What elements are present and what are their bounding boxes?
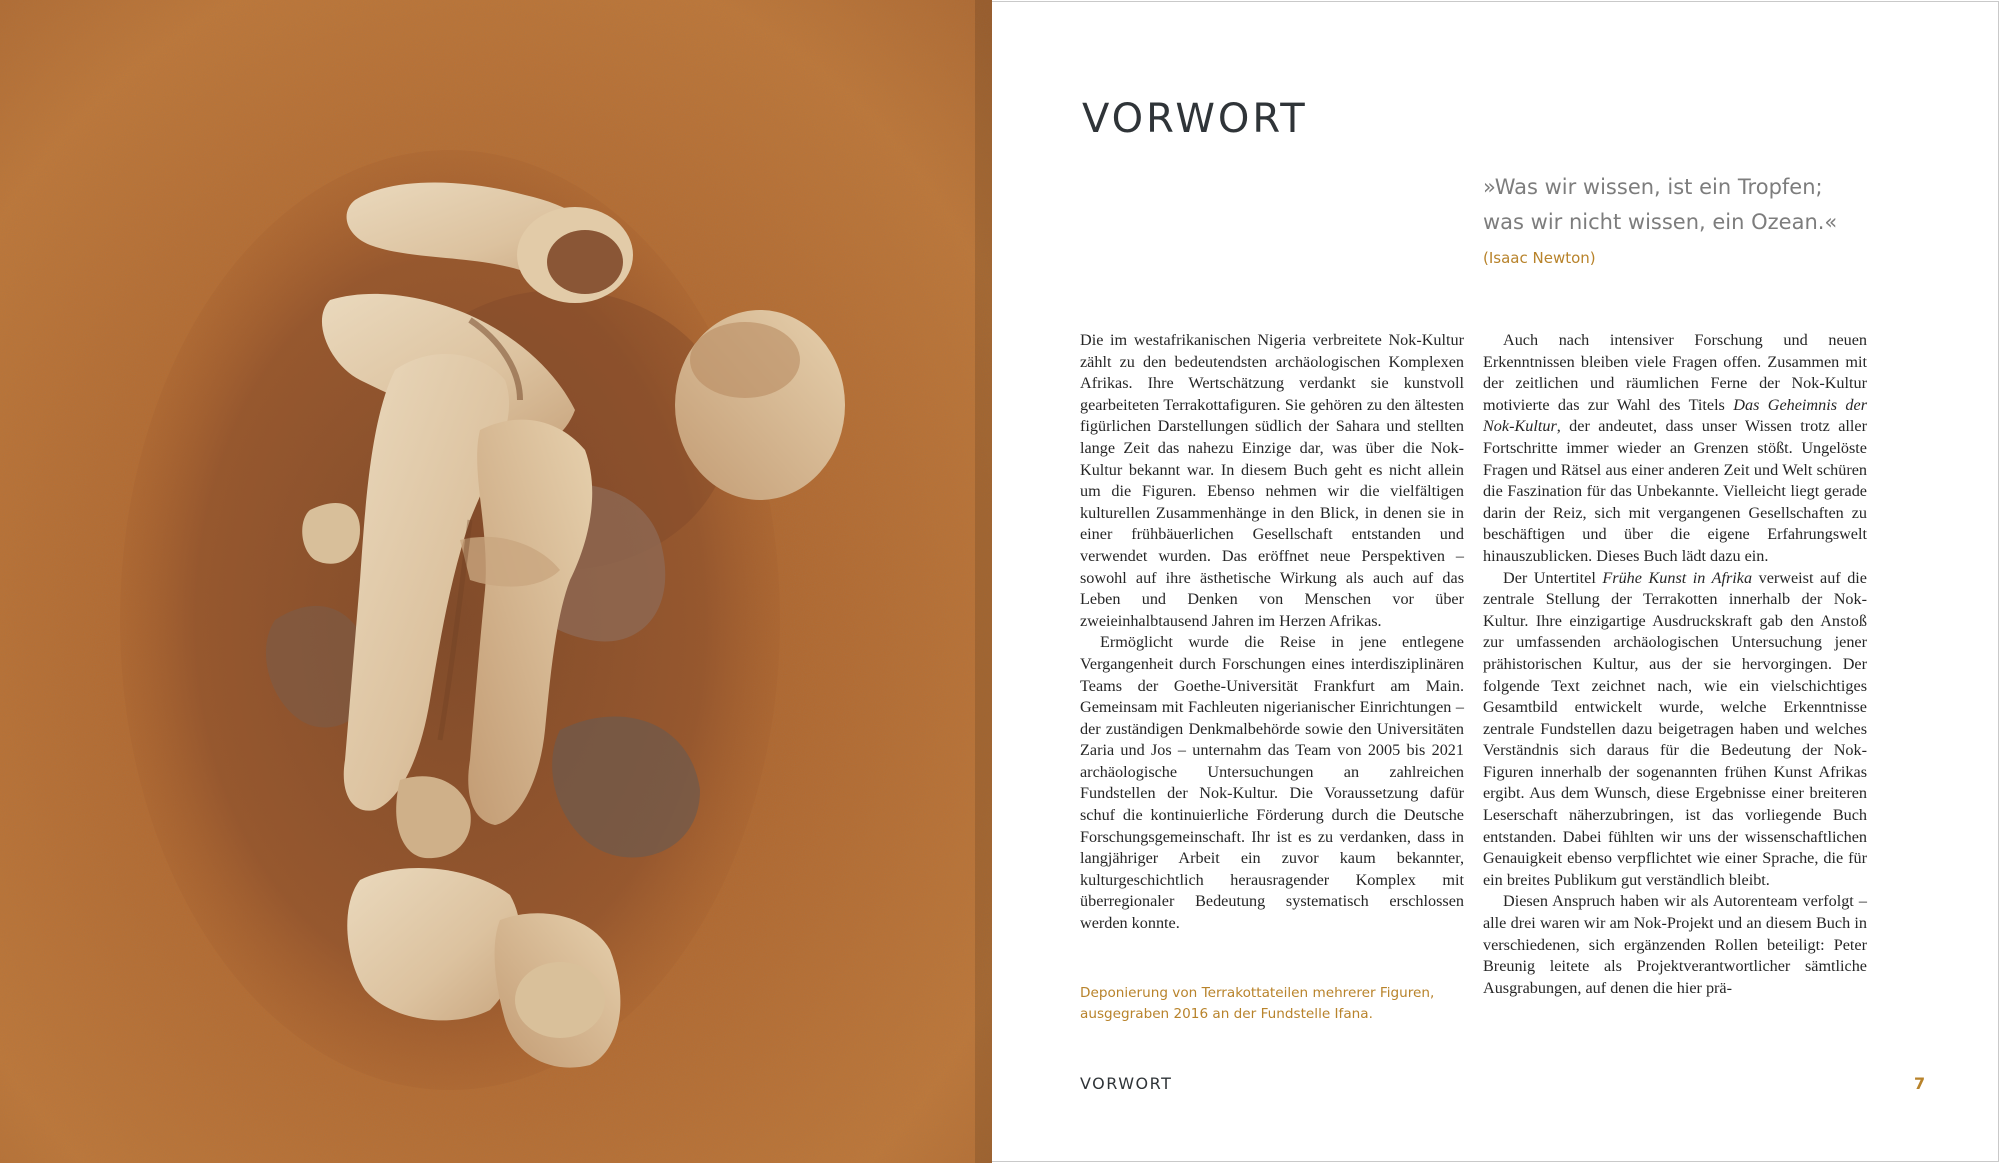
page-number: 7 <box>1914 1074 1926 1093</box>
body-paragraph: Ermöglicht wurde die Reise in jene entlegene Vergangenheit durch Forschungen eines interdisziplinären Teams der Goethe-Universität Frankfurt am Main. Gemeinsam mit Fachleuten nigerianischer Einrichtungen – der zuständigen Denkmalbehörde sowie den Universitäten Zaria und Jos – unternahm das Team von 2005 bis 2021 archäologische Untersuchungen an zahlreichen Fundstellen der Nok-Kultur. Die Voraussetzung dafür schuf die kontinuierliche Förderung durch die Deutsche Forschungsgemeinschaft. Ihr ist es zu verdanken, dass in langjähriger Arbeit ein zuvor kaum bekannter, kulturgeschichtlich herausragender Komplex mit überregionaler Bedeutung systematisch erschlossen werden konnte. <box>1080 633 1464 933</box>
book-title-emphasis: Das Geheimnis der Nok-Kultur <box>1483 395 1867 436</box>
epigraph-line: »Was wir wissen, ist ein Tropfen; <box>1483 175 1823 199</box>
body-paragraph: Der Untertitel Frühe Kunst in Afrika verweist auf die zentrale Stellung der Terrakotten innerhalb der Nok-Kultur. Ihre einzigartige Ausdruckskraft gab den Anstoß zur umfassenden archäologischen Untersuchung jener prähistorischen Kultur, aus der sie hervorgingen. Der folgende Text zeichnet nach, wie ein vielschichtiges Gesamtbild entwickelt wurde, welche Erkenntnisse zentrale Fundstellen dazu beigetragen haben und welches Verständnis sich daraus für die Bedeutung der Nok-Figuren innerhalb der sogenannten frühen Kunst Afrikas ergibt. Aus dem Wunsch, diese Ergebnisse einer breiteren Leserschaft näherzubringen, ist das vorliegende Buch entstanden. Dabei fühlten wir uns der wissenschaftlichen Genauigkeit ebenso verpflichtet wie einer Sprache, die für ein breites Publikum gut verständlich bleibt. <box>1483 568 1867 889</box>
photo-caption <box>1080 983 1440 1025</box>
running-head: VORWORT <box>1080 1074 1173 1093</box>
epigraph-line: was wir nicht wissen, ein Ozean.« <box>1483 210 1838 234</box>
excavation-photo <box>0 0 992 1163</box>
body-column-left <box>1080 330 1464 935</box>
epigraph <box>1483 170 1943 267</box>
body-paragraph: Die im westafrikanischen Nigeria verbreitete Nok-Kultur zählt zu den bedeutendsten archäologischen Komplexen Afrikas. Ihre Wertschätzung verdankt sie kunstvoll gearbeiteten Terrakottafiguren. Sie gehören zu den ältesten figürlichen Darstellungen südlich der Sahara und stellten lange Zeit das nahezu Einzige dar, was über die Nok-Kultur bekannt war. In diesem Buch geht es nicht allein um die Figuren. Ebenso nehmen wir die vielfältigen kulturellen Zusammenhänge in den Blick, in denen sie in einer frühbäuerlichen Gesellschaft entstanden und verwendet wurden. Das eröffnet neue Perspektiven – sowohl auf ihre ästhetische Wirkung als auch auf das Leben und Denken von Menschen vor über zweieinhalbtausend Jahren im Herzen Afrikas. <box>1080 331 1464 630</box>
chapter-title: VORWORT <box>1082 96 1308 142</box>
body-paragraph: Diesen Anspruch haben wir als Autorenteam verfolgt – alle drei waren wir am Nok-Projekt und an diesem Buch in verschiedenen, sich ergänzenden Rollen beteiligt: Peter Breunig leitete als Projektverantwortlicher sämtliche Ausgrabungen, auf denen die hier prä- <box>1483 892 1867 997</box>
caption-line: ausgegraben 2016 an der Fundstelle Ifana. <box>1080 1006 1373 1022</box>
text-page <box>992 0 2000 1163</box>
caption-line: Deponierung von Terrakottateilen mehrerer Figuren, <box>1080 985 1435 1001</box>
body-paragraph: Auch nach intensiver Forschung und neuen Erkenntnissen bleiben viele Fragen offen. Zusammen mit der zeitlichen und räumlichen Ferne der Nok-Kultur motivierte das zur Wahl des Titels Das Geheimnis der Nok-Kultur, der andeutet, dass unser Wissen trotz aller Fortschritte immer wieder an Grenzen stößt. Ungelöste Fragen und Rätsel aus einer anderen Zeit und Welt schüren die Faszination für das Unbekannte. Vielleicht liegt gerade darin der Reiz, sich mit vergangenen Gesellschaften zu beschäftigen und über die eigene Erfahrungswelt hinauszublicken. Dieses Buch lädt dazu ein. <box>1483 331 1867 565</box>
body-column-right <box>1483 330 1867 999</box>
subtitle-emphasis: Frühe Kunst in Afrika <box>1602 568 1753 587</box>
epigraph-author: (Isaac Newton) <box>1483 249 1596 267</box>
terracotta-deposit-image <box>0 0 992 1163</box>
